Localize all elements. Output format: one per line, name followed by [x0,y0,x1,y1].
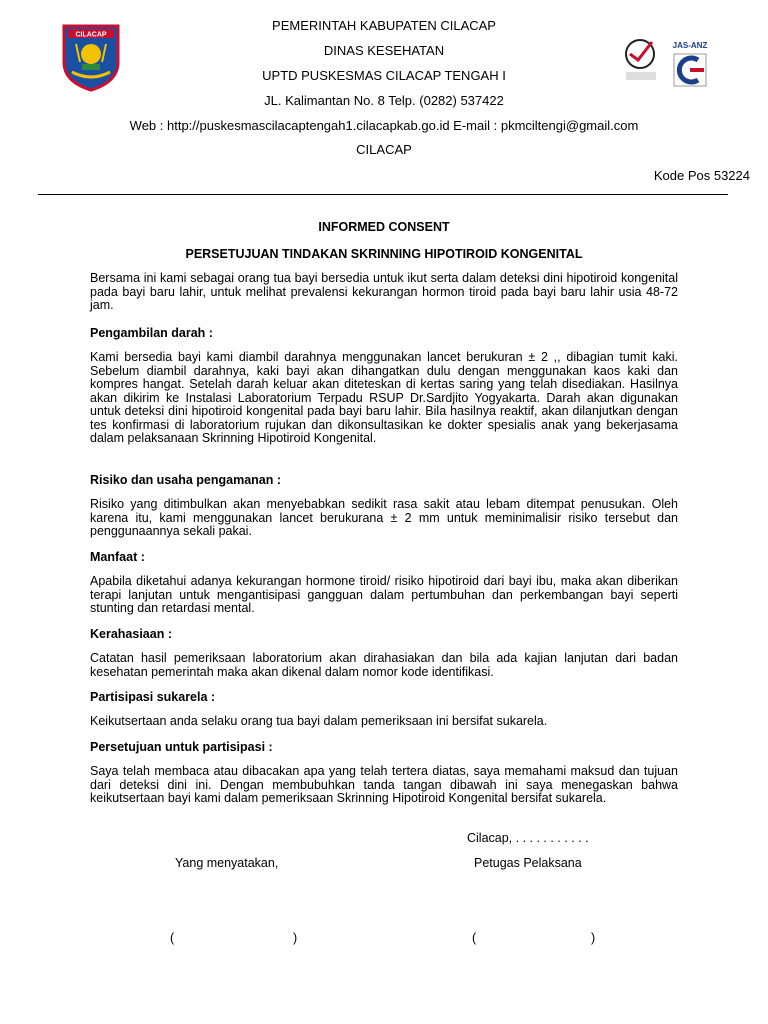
section-text: Kami bersedia bayi kami diambil darahnya menggunakan lancet berukuran ± 2 ,, dibagian tumit kaki. Sebelum diambil darahnya, kaki bayi akan dihangatkan dulu dengan menggunakan kaos kaki dan kompres hangat. Setelah darah keluar akan diteteskan di kertas saring yang telah disediakan. Hasilnya akan dikirim ke Instalasi Laboratorium Terpadu RSUP Dr.Sardjito Yogyakarta. Darah akan digunakan untuk deteksi dini hipotiroid kongenital pada bayi baru lahir. Bila hasilnya reaktif, akan dilanjutkan dengan tes konfirmasi di laboratorium rujukan dan dikonsultasikan ke dokter spesialis anak yang bekerjasama dalam pelaksanaan Skrinning Hipotiroid Kongenital. [90,350,678,445]
header-contact: Web : http://puskesmascilacaptengah1.cilacapkab.go.id E-mail : pkmciltengi@gmail.com [129,118,639,133]
header-government: PEMERINTAH KABUPATEN CILACAP [272,18,496,33]
header-divider [38,194,728,195]
header-city: CILACAP [356,142,412,157]
section-text: Apabila diketahui adanya kekurangan hormone tiroid/ risiko hipotiroid dari bayi ibu, maka akan diberikan terapi lanjutan untuk mengantisipasi gangguan dalam pertumbuhan dan perkembangan bayi seperti stunting dan retardasi mental. [90,574,678,615]
signer-label: Yang menyatakan, [175,856,279,870]
section-text: Risiko yang ditimbulkan akan menyebabkan sedikit rasa sakit atau lebam ditempat penusukan. Oleh karena itu, kami menggunakan lancet berukurana ± 2 mm untuk meminimalisir risiko tersebut dan penggunaannya sekali pakai. [90,497,678,538]
section-heading: Manfaat : [90,550,145,564]
section-heading: Kerahasiaan : [90,627,172,641]
jas-anz-label: JAS-ANZ [672,41,708,50]
header-postal-code: Kode Pos 53224 [653,168,750,183]
signer-name-close-paren: ) [293,931,298,945]
intro-paragraph: Bersama ini kami sebagai orang tua bayi bersedia untuk ikut serta dalam deteksi dini hipotiroid kongenital pada bayi baru lahir, untuk melihat prevalensi kekurangan hormon tiroid pada bayi baru lahir usia 48-72 jam. [90,271,678,312]
section-heading: Pengambilan darah : [90,326,213,340]
officer-label: Petugas Pelaksana [474,856,582,870]
document-title: INFORMED CONSENT [318,220,450,234]
section-heading: Persetujuan untuk partisipasi : [90,740,273,754]
section-text: Keikutsertaan anda selaku orang tua bayi dalam pemeriksaan ini bersifat sukarela. [90,714,548,728]
section-heading: Partisipasi sukarela : [90,690,216,704]
header-department: DINAS KESEHATAN [323,43,445,58]
officer-name-open-paren: ( [472,931,477,945]
section-text: Catatan hasil pemeriksaan laboratorium akan dirahasiakan dan bila ada kajian lanjutan dari badan kesehatan pemerintah maka akan dikenal dalam nomor kode identifikasi. [90,651,678,679]
header-clinic: UPTD PUSKESMAS CILACAP TENGAH I [262,68,506,83]
svg-text:CILACAP: CILACAP [75,31,107,39]
section-text: Saya telah membaca atau dibacakan apa yang telah tertera diatas, saya memahami maksud dan tujuan dari deteksi dini ini. Dengan membubuhkan tanda tangan dibawah ini saya menegaskan bahwa keikutsertaan bayi kami dalam pemeriksaan Skrinning Hipotiroid Kongenital bersifat sukarela. [90,764,678,805]
signer-name-open-paren: ( [170,931,175,945]
document-subtitle: PERSETUJUAN TINDAKAN SKRINNING HIPOTIROID KONGENITAL [185,247,583,261]
officer-name-close-paren: ) [591,931,596,945]
section-heading: Risiko dan usaha pengamanan : [90,473,282,487]
place-date: Cilacap, . . . . . . . . . . . [467,831,589,845]
header-address: JL. Kalimantan No. 8 Telp. (0282) 537422 [264,93,504,108]
